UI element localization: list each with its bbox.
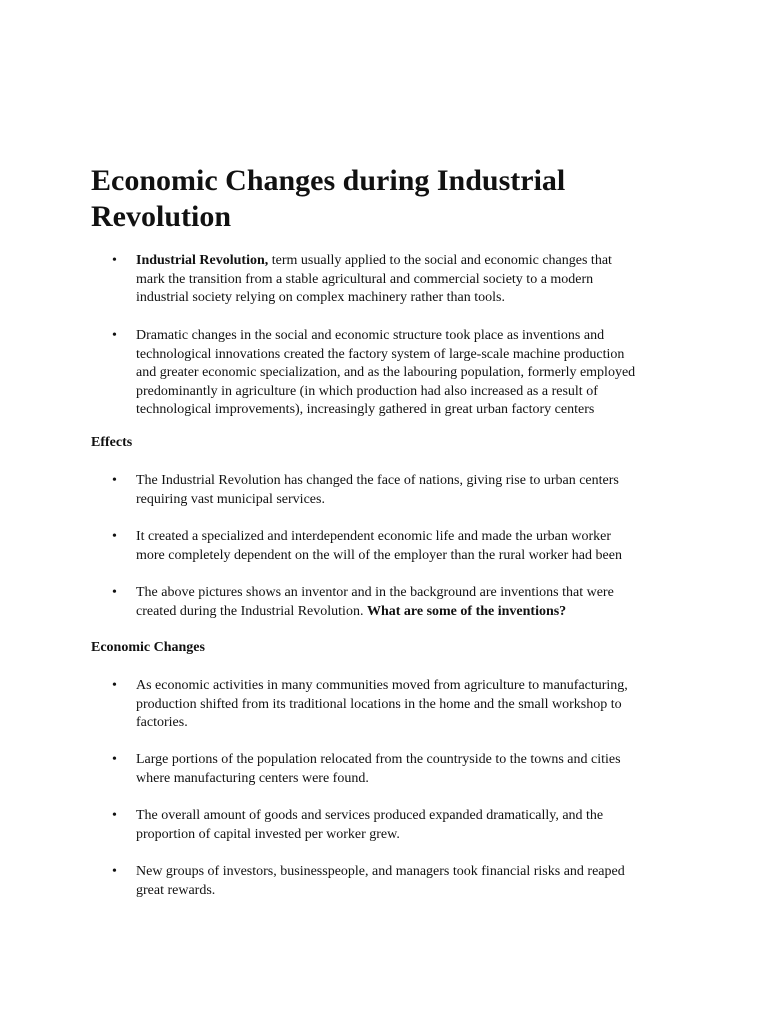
bullet-icon (112, 528, 136, 547)
list-item-text: The Industrial Revolution has changed the face of nations, giving rise to urban centers requiring vast municipal services. (136, 473, 619, 507)
list-item-text: The overall amount of goods and services produced expanded dramatically, and the proportion of capital invested per worker grew. (136, 808, 604, 842)
list-item-text: Industrial Revolution, term usually applied to the social and economic changes that mark the transition from a stable agricultural and commercial society to a modern industrial society relying on complex machinery rather than tools. (136, 253, 612, 306)
list-item-text: Dramatic changes in the social and economic structure took place as inventions and technological innovations created the factory system of large-scale machine production and greater economic specialization, and as the labouring population, formerly employed predominantly in agriculture (in which production had also increased as a result of technological improvements), increasingly gathered in great urban factory centers (136, 328, 636, 418)
bullet-icon (112, 472, 136, 491)
bullet-icon (112, 677, 136, 696)
bullet-icon (112, 751, 136, 770)
page-title-line-2: Revolution (91, 200, 232, 233)
bullet-icon (112, 584, 136, 603)
list-item-text: It created a specialized and interdependent economic life and made the urban worker more completely dependent on the will of the employer than the rural worker had been (136, 529, 622, 563)
bullet-icon (112, 252, 136, 271)
section-heading-economic-changes: Economic Changes (91, 640, 205, 655)
bold-question: What are some of the inventions? (366, 603, 567, 619)
list-item-text: The above pictures shows an inventor and in the background are inventions that were created during the Industrial Revolution. What are some of the inventions? (136, 585, 614, 619)
page-title-line-1: Economic Changes during Industrial (91, 164, 566, 197)
list-item-text: Large portions of the population relocated from the countryside to the towns and cities where manufacturing centers were found. (136, 752, 621, 786)
list-item-text: As economic activities in many communities moved from agriculture to manufacturing, production shifted from its traditional locations in the home and the small workshop to factories. (136, 678, 628, 731)
page-title (91, 163, 651, 235)
bullet-icon (112, 327, 136, 346)
section-heading-effects: Effects (91, 435, 133, 450)
bold-term: Industrial Revolution, (136, 253, 269, 268)
bullet-icon (112, 807, 136, 826)
bullet-icon (112, 863, 136, 882)
list-item-text: New groups of investors, businesspeople, and managers took financial risks and reaped great rewards. (136, 864, 625, 898)
